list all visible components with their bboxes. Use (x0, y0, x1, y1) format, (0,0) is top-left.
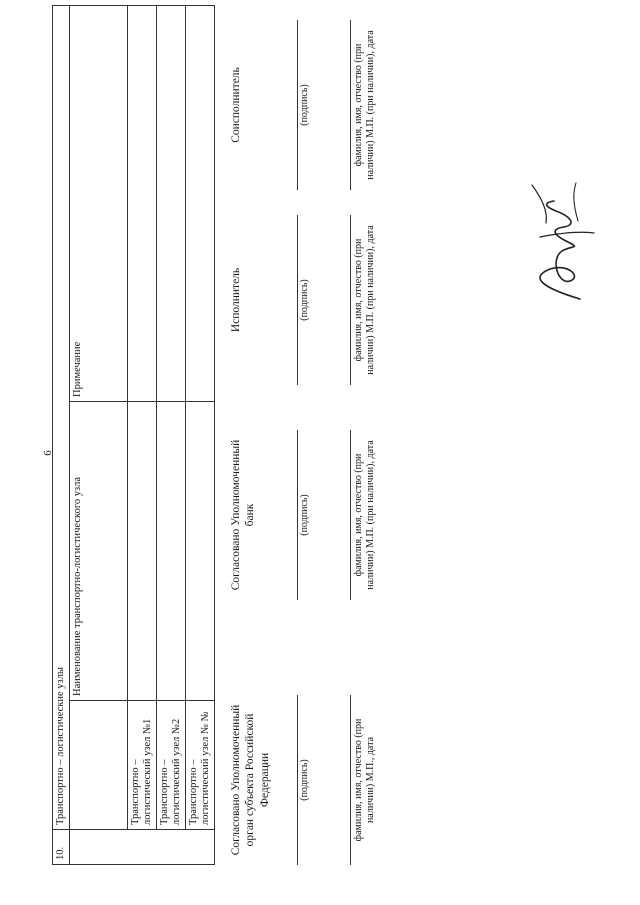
signature-block-bank (225, 430, 415, 600)
section-title: Транспортно – логистические узлы (53, 6, 70, 830)
name-caption: фамилия, имя, отчество (при наличии) М.П., дата (353, 718, 376, 842)
signature-heading: Исполнитель (230, 267, 242, 333)
empty-cell (128, 6, 157, 402)
signature-line (297, 20, 298, 190)
name-line (350, 20, 351, 190)
signature-caption: (подпись) (299, 84, 310, 126)
name-caption: фамилия, имя, отчество (при наличии) М.П. (при наличии), дата (353, 440, 376, 590)
table-header-row (70, 6, 128, 865)
table-row (53, 6, 70, 865)
transport-nodes-table (52, 5, 215, 865)
signature-line (297, 430, 298, 600)
signature-heading: Согласовано Уполномоченный орган субъекта Российской Федерации (230, 704, 271, 856)
signature-block-executor (225, 215, 415, 385)
column-header-name: Наименование транспортно-логистического узла (70, 402, 128, 701)
name-caption: фамилия, имя, отчество (при наличии) М.П. (при наличии), дата (353, 225, 376, 375)
signature-caption: (подпись) (299, 759, 310, 801)
empty-cell (70, 830, 215, 865)
signature-caption: (подпись) (299, 494, 310, 536)
empty-cell (128, 402, 157, 701)
signature-block-coexecutor (225, 20, 415, 190)
table-row (157, 6, 186, 865)
empty-cell (186, 6, 215, 402)
signature-line (297, 215, 298, 385)
name-line (350, 430, 351, 600)
node-name: Транспортно – логистический узел №1 (128, 701, 157, 830)
empty-cell (186, 402, 215, 701)
table-row (186, 6, 215, 865)
column-header-note: Примечание (70, 6, 128, 402)
node-name: Транспортно – логистический узел № № (186, 701, 215, 830)
table-row (128, 6, 157, 865)
handwritten-signature (520, 177, 600, 307)
name-line (350, 215, 351, 385)
signature-heading: Согласовано Уполномоченный банк (230, 439, 257, 591)
row-number: 10. (53, 830, 70, 865)
name-caption: фамилия, имя, отчество (при наличии) М.П. (при наличии), дата (353, 30, 376, 180)
page-number: 6 (42, 450, 54, 456)
signature-line (297, 695, 298, 865)
name-line (350, 695, 351, 865)
empty-cell (157, 402, 186, 701)
empty-cell (157, 6, 186, 402)
node-name: Транспортно – логистический узел №2 (157, 701, 186, 830)
empty-cell (70, 701, 128, 830)
signature-caption: (подпись) (299, 279, 310, 321)
signature-block-authority (225, 695, 415, 865)
signature-heading: Соисполнитель (230, 67, 242, 143)
